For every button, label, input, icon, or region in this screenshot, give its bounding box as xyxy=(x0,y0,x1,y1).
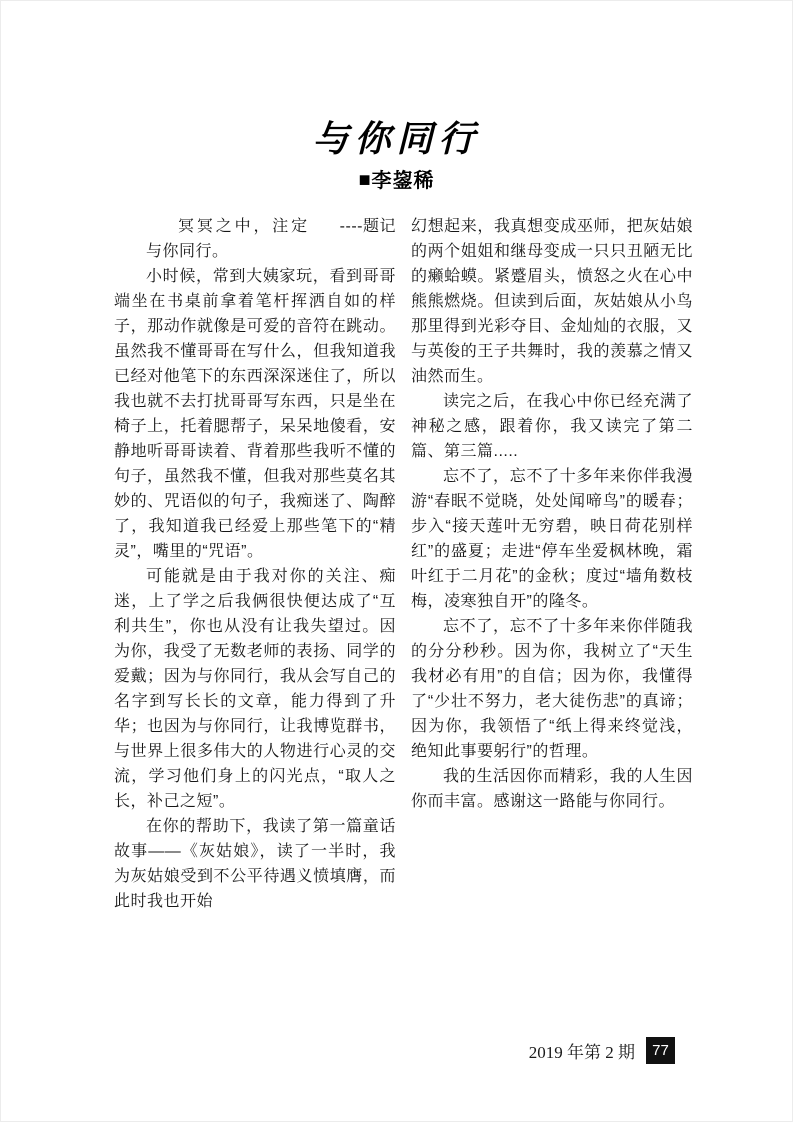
paragraph-continuation: 幻想起来，我真想变成巫师，把灰姑娘的两个姐姐和继母变成一只只丑陋无比的癞蛤蟆。紧蹙眉头，愤怒之火在心中熊熊燃烧。但读到后面，灰姑娘从小鸟那里得到光彩夺目、金灿灿的衣服，又与英俊的王子共舞时，我的羡慕之情又油然而生。 xyxy=(411,218,693,385)
epigraph-text: 冥冥之中，注定与你同行。 xyxy=(146,218,308,260)
paragraph: 小时候，常到大姨家玩，看到哥哥端坐在书桌前拿着笔杆挥洒自如的样子，那动作就像是可爱的音符在跳动。虽然我不懂哥哥在写什么，但我知道我已经对他笔下的东西深深迷住了，所以我也就不去打扰哥哥写东西，只是坐在椅子上，托着腮帮子，呆呆地傻看，安静地听哥哥读着、背着那些我听不懂的句子，虽然我不懂，但我对那些莫名其妙的、咒语似的句子，我痴迷了、陶醉了，我知道我已经爱上那些笔下的“精灵”，嘴里的“咒语”。 xyxy=(114,268,396,560)
paragraph: 在你的帮助下，我读了第一篇童话故事——《灰姑娘》，读了一半时，我为灰姑娘受到不公平待遇义愤填膺，而此时我也开始 xyxy=(114,818,396,910)
issue-label: 2019 年第 2 期 xyxy=(528,1043,635,1062)
right-column xyxy=(411,214,693,914)
epigraph-tag: ----题记 xyxy=(339,218,396,235)
left-column xyxy=(114,214,396,914)
paragraph: 忘不了，忘不了十多年来你伴随我的分分秒秒。因为你，我树立了“天生我材必有用”的自信；因为你，我懂得了“少壮不努力，老大徒伤悲”的真谛；因为你，我领悟了“纸上得来终觉浅，绝知此事要躬行”的哲理。 xyxy=(411,618,693,760)
page-footer xyxy=(529,1037,675,1064)
article-body xyxy=(114,214,693,914)
paragraph: 可能就是由于我对你的关注、痴迷，上了学之后我俩很快便达成了“互利共生”，你也从没有让我失望过。因为你，我受了无数老师的表扬、同学的爱戴；因为与你同行，我从会写自己的名字到写长长的文章，能力得到了升华；也因为与你同行，让我博览群书，与世界上很多伟大的人物进行心灵的交流，学习他们身上的闪光点，“取人之长，补己之短”。 xyxy=(114,568,396,810)
author-name: 李鋆稀 xyxy=(371,170,435,192)
paragraph: 忘不了，忘不了十多年来你伴我漫游“春眠不觉晓，处处闻啼鸟”的暖春；步入“接天莲叶无穷碧，映日荷花别样红”的盛夏；走进“停车坐爱枫林晚，霜叶红于二月花”的金秋；度过“墙角数枝梅，凌寒独自开”的隆冬。 xyxy=(411,468,693,610)
author-byline xyxy=(1,164,792,193)
paragraph: 我的生活因你而精彩，我的人生因你而丰富。感谢这一路能与你同行。 xyxy=(411,768,693,810)
author-square-marker-icon: ■ xyxy=(358,169,372,191)
paragraph: 读完之后，在我心中你已经充满了神秘之感，跟着你，我又读完了第二篇、第三篇..... xyxy=(411,393,693,460)
page-title: 与你同行 xyxy=(312,118,481,160)
page-number-badge: 77 xyxy=(646,1037,675,1064)
epigraph-line xyxy=(114,214,396,264)
